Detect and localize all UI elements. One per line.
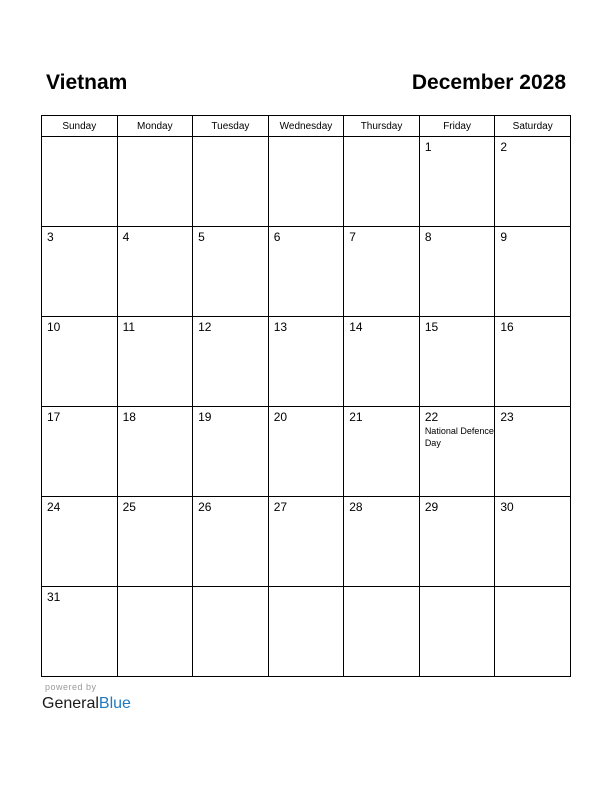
brand-logo[interactable] — [42, 694, 131, 714]
brand-general-text: General — [42, 695, 99, 712]
weekday-monday: Monday — [117, 116, 193, 137]
country-title: Vietnam — [46, 71, 128, 94]
month-year-title: December 2028 — [411, 71, 566, 94]
calendar-empty-cell — [344, 587, 420, 677]
powered-by-label: powered by — [45, 682, 97, 692]
footer-branding — [42, 682, 131, 714]
calendar-empty-cell — [117, 137, 193, 227]
calendar-day-cell — [193, 227, 269, 317]
calendar-empty-cell — [193, 137, 269, 227]
calendar-day-cell — [42, 497, 118, 587]
weekday-wednesday: Wednesday — [268, 116, 344, 137]
calendar-day-cell — [193, 407, 269, 497]
weekday-thursday: Thursday — [344, 116, 420, 137]
day-number: 7 — [349, 230, 356, 244]
calendar-day-cell — [42, 587, 118, 677]
day-number: 13 — [273, 320, 288, 334]
calendar-day-cell — [419, 137, 495, 227]
calendar-day-cell — [495, 407, 571, 497]
calendar-day-cell — [268, 227, 344, 317]
calendar-day-cell — [495, 497, 571, 587]
day-number: 18 — [122, 410, 136, 424]
calendar-empty-cell — [268, 137, 344, 227]
calendar-day-cell — [268, 407, 344, 497]
day-number: 4 — [122, 230, 130, 244]
calendar-day-cell — [419, 317, 495, 407]
calendar-day-cell — [117, 317, 193, 407]
calendar-day-cell — [495, 227, 571, 317]
calendar-week-row — [42, 407, 571, 497]
day-number: 15 — [424, 320, 439, 334]
calendar-empty-cell — [419, 587, 495, 677]
day-number: 8 — [424, 230, 432, 244]
day-number: 2 — [500, 140, 508, 154]
calendar-day-cell — [268, 317, 344, 407]
calendar-day-cell — [42, 407, 118, 497]
day-number: 20 — [273, 410, 288, 424]
day-number: 31 — [47, 590, 61, 604]
calendar-grid — [41, 115, 571, 677]
day-number: 6 — [273, 230, 281, 244]
calendar-empty-cell — [117, 587, 193, 677]
weekday-header-row — [42, 116, 571, 137]
calendar-day-cell — [117, 407, 193, 497]
day-number: 27 — [273, 500, 288, 514]
day-number: 1 — [424, 140, 432, 154]
calendar-day-cell — [344, 407, 420, 497]
calendar-week-row — [42, 137, 571, 227]
calendar-week-row — [42, 497, 571, 587]
day-number: 21 — [349, 410, 363, 424]
day-number: 12 — [198, 320, 212, 334]
calendar-day-cell — [193, 497, 269, 587]
calendar-day-cell — [419, 227, 495, 317]
day-number: 9 — [500, 230, 508, 244]
brand-blue-text: Blue — [98, 695, 131, 712]
calendar-day-cell — [419, 407, 495, 497]
calendar-day-cell — [42, 317, 118, 407]
day-number: 25 — [122, 500, 136, 514]
day-number: 29 — [424, 500, 439, 514]
day-number: 22 — [424, 410, 439, 424]
calendar-empty-cell — [42, 137, 118, 227]
calendar-day-cell — [42, 227, 118, 317]
calendar-empty-cell — [193, 587, 269, 677]
calendar-day-cell — [495, 137, 571, 227]
calendar-day-cell — [344, 317, 420, 407]
calendar-day-cell — [495, 317, 571, 407]
calendar-day-cell — [419, 497, 495, 587]
calendar-day-cell — [117, 227, 193, 317]
day-number: 11 — [122, 320, 136, 334]
day-number: 28 — [349, 500, 363, 514]
calendar-body — [42, 137, 571, 677]
calendar-day-cell — [344, 497, 420, 587]
calendar-day-cell — [268, 497, 344, 587]
day-number: 17 — [47, 410, 61, 424]
calendar-day-cell — [193, 317, 269, 407]
weekday-sunday: Sunday — [42, 116, 118, 137]
calendar-week-row — [42, 317, 571, 407]
day-number: 24 — [47, 500, 61, 514]
weekday-friday: Friday — [419, 116, 495, 137]
day-number: 30 — [500, 500, 514, 514]
weekday-saturday: Saturday — [495, 116, 571, 137]
calendar-empty-cell — [495, 587, 571, 677]
holiday-label: National Defence Day — [424, 426, 494, 448]
calendar-week-row — [42, 227, 571, 317]
calendar-empty-cell — [268, 587, 344, 677]
calendar-empty-cell — [344, 137, 420, 227]
day-number: 23 — [500, 410, 514, 424]
weekday-tuesday: Tuesday — [193, 116, 269, 137]
day-number: 14 — [349, 320, 363, 334]
day-number: 5 — [198, 230, 205, 244]
calendar-week-row — [42, 587, 571, 677]
calendar-day-cell — [117, 497, 193, 587]
day-number: 16 — [500, 320, 514, 334]
day-number: 3 — [47, 230, 54, 244]
calendar-day-cell — [344, 227, 420, 317]
day-number: 19 — [198, 410, 212, 424]
day-number: 10 — [47, 320, 61, 334]
day-number: 26 — [198, 500, 212, 514]
